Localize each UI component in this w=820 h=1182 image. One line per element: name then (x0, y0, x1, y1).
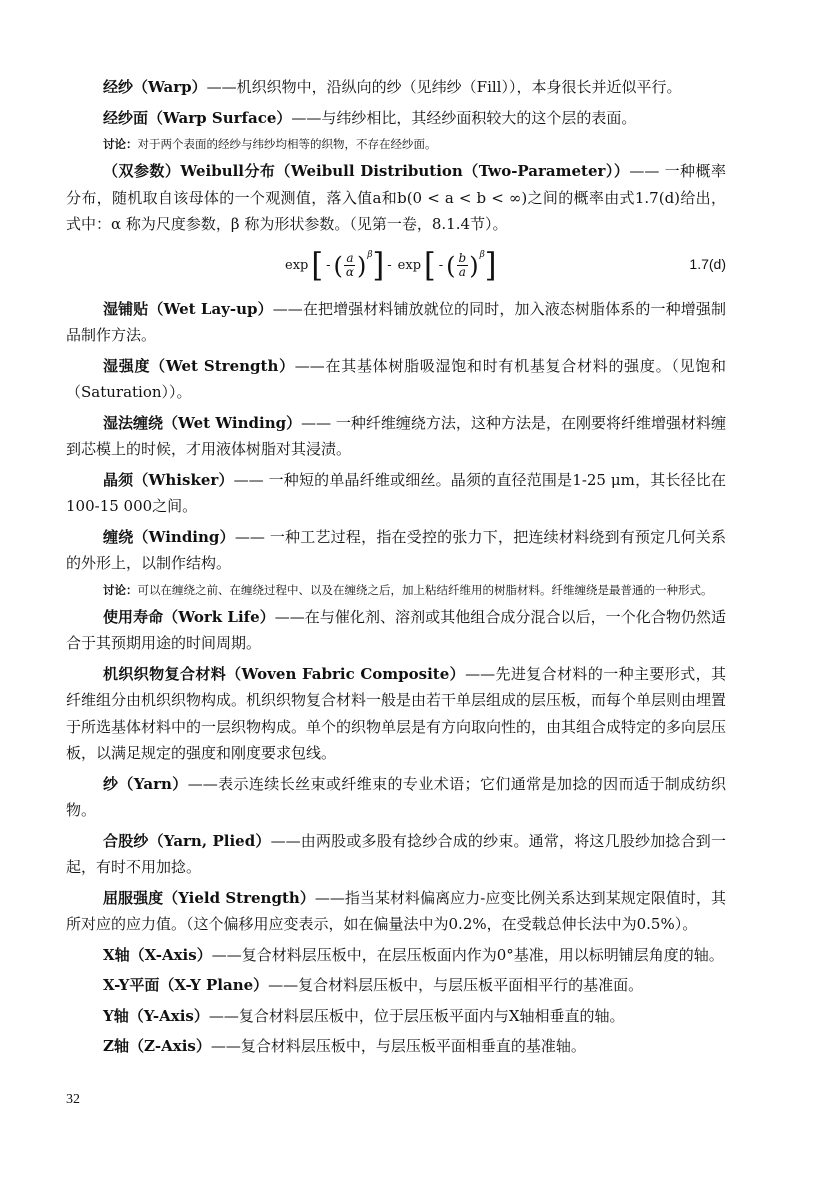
glossary-entry-wet-layup (66, 296, 726, 349)
entry-term: Y轴（Y-Axis） (103, 1006, 209, 1025)
weibull-formula (282, 246, 497, 286)
exponent-beta: β (367, 249, 373, 260)
left-bracket: [ (424, 245, 436, 285)
note-text: 可以在缠绕之前、在缠绕过程中、以及在缠绕之后，加上粘结纤维用的树脂材料。纤维缠绕是最普通的一种形式。 (137, 582, 713, 597)
entry-definition: ——表示连续长丝束或纤维束的专业术语；它们通常是加捻的因而适于制成纺织物。 (66, 774, 726, 819)
minus-sign: - (326, 258, 331, 273)
note-label: 讨论： (103, 137, 138, 151)
right-bracket: ] (372, 245, 385, 285)
entry-definition: ——先进复合材料的一种主要形式，其纤维组分由机织织物构成。机织织物复合材料一般是由若干单层组成的层压板，而每个单层则由埋置于所选基体材料中的一层织物构成。单个的织物单层是有方向取向性的，由其组合成特定的多向层压板，以满足规定的强度和刚度要求包线。 (66, 664, 727, 762)
glossary-entry-y-axis (66, 1003, 726, 1030)
note-text: 对于两个表面的经纱与纬纱均相等的织物，不存在经纱面。 (137, 137, 437, 151)
fraction-numerator: b (458, 251, 467, 265)
entry-term: 湿法缠绕（Wet Winding） (103, 413, 302, 432)
entry-term: 经纱面（Warp Surface） (103, 108, 292, 127)
entry-definition: ——在与催化剂、溶剂或其他组合成分混合以后，一个化合物仍然适合于其预期用途的时间周期。 (66, 607, 726, 652)
fraction-numerator: a (346, 251, 354, 265)
glossary-entry-winding (66, 524, 726, 577)
entry-term: X-Y平面（X-Y Plane） (103, 976, 269, 994)
right-bracket: ] (484, 245, 497, 285)
fraction-denominator: α (345, 265, 354, 279)
glossary-entry-weibull (66, 158, 726, 238)
glossary-entry-work-life (66, 604, 726, 657)
entry-term: 缠绕（Winding） (103, 527, 235, 546)
entry-definition: ——机织织物中，沿纵向的纱（见纬纱（Fill）），本身很长并近似平行。 (206, 78, 682, 96)
entry-definition: ——复合材料层压板中，位于层压板平面内与X轴相垂直的轴。 (208, 1006, 625, 1025)
discussion-note (66, 135, 726, 154)
glossary-entry-xy-plane (66, 972, 726, 999)
minus-sign: - (387, 258, 392, 273)
entry-definition: ——由两股或多股有捻纱合成的纱束。通常，将这几股纱加捻合到一起，有时不用加捻。 (66, 831, 726, 876)
entry-term: 晶须（Whisker） (103, 470, 234, 489)
right-paren: ) (356, 251, 367, 280)
entry-term: 纱（Yarn） (103, 774, 188, 793)
glossary-entry-yarn-plied (66, 828, 726, 881)
left-bracket: [ (311, 245, 324, 285)
entry-term: 机织织物复合材料（Woven Fabric Composite） (103, 664, 466, 683)
note-label: 讨论： (103, 582, 138, 597)
glossary-entry-warp (66, 74, 726, 101)
entry-term: 合股纱（Yarn, Plied） (103, 831, 271, 850)
exponent-beta: β (479, 249, 485, 260)
fraction-b-a (457, 252, 469, 279)
entry-definition: ——与纬纱相比，其经纱面积较大的这个层的表面。 (291, 108, 637, 127)
page-number: 32 (66, 1092, 80, 1107)
minus-sign: - (438, 258, 444, 273)
glossary-entry-x-axis (66, 942, 726, 969)
entry-term: （双参数）Weibull分布（Weibull Distribution（Two-Parameter）） (103, 162, 630, 180)
glossary-content (66, 74, 726, 1064)
entry-term: 屈服强度（Yield Strength） (103, 888, 315, 907)
entry-definition: ——在其基体树脂吸湿饱和时有机基复合材料的强度。（见饱和（Saturation））。 (66, 356, 726, 401)
entry-definition: ——复合材料层压板中，在层压板面内作为0°基准，用以标明铺层角度的轴。 (211, 945, 724, 964)
entry-definition: —— 一种短的单晶纤维或细丝。晶须的直径范围是1-25 μm，其长径比在100-15 000之间。 (66, 470, 726, 515)
entry-definition: —— 一种纤维缠绕方法，这种方法是，在刚要将纤维增强材料缠到芯模上的时候，才用液体树脂对其浸渍。 (66, 413, 726, 458)
glossary-entry-yarn (66, 771, 726, 824)
entry-definition: —— 一种工艺过程，指在受控的张力下，把连续材料绕到有预定几何关系的外形上，以制作结构。 (66, 527, 726, 572)
discussion-note (66, 581, 726, 600)
entry-definition: ——复合材料层压板中，与层压板平面相平行的基准面。 (268, 976, 644, 994)
left-paren: ( (333, 251, 343, 280)
equation-number: 1.7(d) (689, 255, 726, 272)
glossary-entry-z-axis (66, 1033, 726, 1060)
glossary-entry-yield-strength (66, 885, 726, 938)
entry-definition: —— 一种概率分布，随机取自该母体的一个观测值，落入值a和b(0 < a < b < ∞)之间的概率由式1.7(d)给出，式中：α 称为尺度参数，β 称为形状参数。（见第一卷，8.1.4节）。 (66, 162, 726, 233)
glossary-entry-wet-strength (66, 353, 726, 406)
fraction-denominator: a (458, 265, 466, 279)
glossary-entry-woven-fabric-composite (66, 661, 726, 767)
entry-term: 湿铺贴（Wet Lay-up） (103, 299, 273, 318)
left-paren: ( (446, 251, 456, 280)
glossary-entry-wet-winding (66, 410, 726, 463)
exp-function: exp (285, 258, 309, 273)
entry-term: X轴（X-Axis） (103, 945, 212, 964)
fraction-a-alpha (344, 252, 356, 279)
entry-term: 使用寿命（Work Life） (103, 607, 275, 626)
entry-term: Z轴（Z-Axis） (103, 1037, 211, 1055)
exp-function: exp (397, 258, 422, 273)
entry-definition: ——指当某材料偏离应力-应变比例关系达到某规定限值时，其所对应的应力值。（这个偏移用应变表示，如在偏量法中为0.2%，在受载总伸长法中为0.5%）。 (66, 888, 726, 933)
entry-definition: ——在把增强材料铺放就位的同时，加入液态树脂体系的一种增强制品制作方法。 (66, 299, 726, 344)
entry-definition: ——复合材料层压板中，与层压板平面相垂直的基准轴。 (210, 1037, 586, 1055)
entry-term: 经纱（Warp） (103, 78, 207, 96)
glossary-entry-whisker (66, 467, 726, 520)
right-paren: ) (469, 251, 479, 280)
equation-block (66, 242, 726, 290)
glossary-entry-warp-surface (66, 105, 726, 132)
entry-term: 湿强度（Wet Strength） (103, 356, 295, 375)
